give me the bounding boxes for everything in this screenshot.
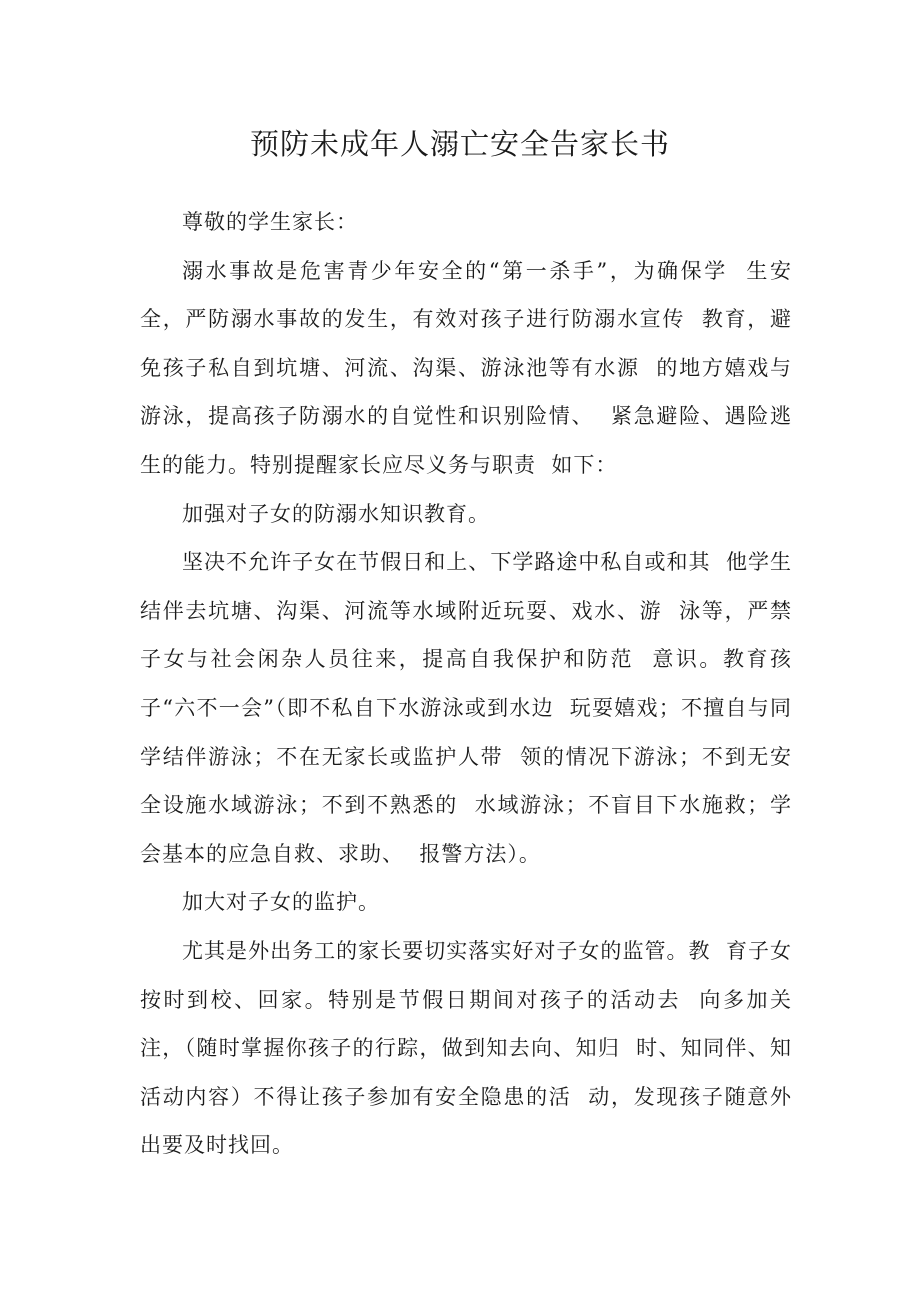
heading-supervision: 加大对子女的监护。 (182, 890, 380, 915)
paragraph-education: 坚决不允许子女在节假日和上、下学路途中私自或和其 他学生结伴去坑塘、沟渠、河流等水域附近玩耍、戏水、游 泳等，严禁子女与社会闲杂人员往来，提高自我保护和防范 意识。教育孩子“六不一会”（即不私自下水游泳或到水边 玩耍嬉戏；不擅自与同学结伴游泳；不在无家长或监护人带 领的情况下游泳；不到无安全设施水域游泳；不到不熟悉的 水域游泳；不盲目下水施救；学会基本的应急自救、求助、 报警方法）。 (140, 550, 792, 866)
heading-education: 加强对子女的防溺水知识教育。 (182, 501, 490, 526)
greeting: 尊敬的学生家长： (182, 210, 358, 234)
paragraph-supervision: 尤其是外出务工的家长要切实落实好对子女的监管。教 育子女按时到校、回家。特别是节假日期间对孩子的活动去 向多加关注，（随时掌握你孩子的行踪，做到知去向、知归 时、知同伴、知活动内容）不得让孩子参加有安全隐患的活 动，发现孩子随意外出要及时找回。 (140, 938, 792, 1158)
document-title: 预防未成年人溺亡安全告家长书 (249, 127, 670, 161)
document-body (140, 198, 792, 1170)
paragraph-intro: 溺水事故是危害青少年安全的“第一杀手”，为确保学 生安全，严防溺水事故的发生，有效对孩子进行防溺水宣传 教育，避免孩子私自到坑塘、河流、沟渠、游泳池等有水源 的地方嬉戏与游泳，提高孩子防溺水的自觉性和识别险情、 紧急避险、遇险逃生的能力。特别提醒家长应尽义务与职责 如下： (140, 258, 792, 477)
